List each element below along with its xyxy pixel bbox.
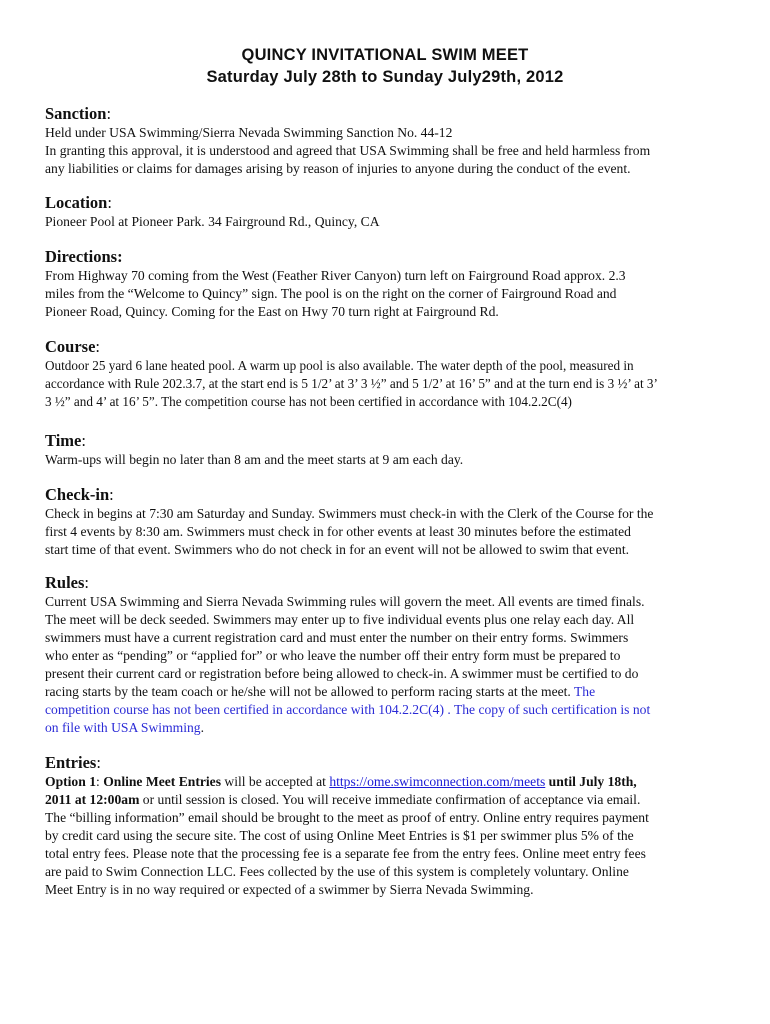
rules-line-6: racing starts by the team coach or he/she will not be allowed to perform racing starts at the meet. The: [45, 684, 596, 699]
checkin-line-1: Check in begins at 7:30 am Saturday and Sunday. Swimmers must check-in with the Clerk of the Course for the: [45, 506, 654, 521]
sanction-line-2: In granting this approval, it is understood and agreed that USA Swimming shall be free and held harmless from: [45, 143, 651, 158]
rules-line-1: Current USA Swimming and Sierra Nevada Swimming rules will govern the meet. All events are timed finals.: [45, 594, 645, 609]
entries-section: [45, 753, 725, 899]
checkin-line-2: first 4 events by 8:30 am. Swimmers must check in for other events at least 30 minutes before the estimated: [45, 524, 631, 539]
directions-line-1: From Highway 70 coming from the West (Feather River Canyon) turn left on Fairground Road approx. 2.3: [45, 268, 626, 283]
sanction-heading: Sanction:: [45, 104, 112, 123]
course-line-2: accordance with Rule 202.3.7, at the start end is 5 1/2’ at 3’ 3 ½” and 5 1/2’ at 16’ 5” and at the turn end is 3 ½’ at 3’: [45, 376, 658, 391]
rules-section: [45, 573, 725, 737]
rules-line-2: The meet will be deck seeded. Swimmers may enter up to five individual events plus one relay each day. All: [45, 612, 635, 627]
rules-line-3: swimmers must have a current registration card and must enter the number on their entry forms. Swimmers: [45, 630, 629, 645]
rules-heading: Rules:: [45, 573, 90, 592]
online-entries-link[interactable]: https://ome.swimconnection.com/meets: [329, 774, 546, 789]
meet-title: QUINCY INVITATIONAL SWIM MEET: [241, 46, 529, 64]
directions-heading: Directions:: [45, 247, 123, 266]
checkin-line-3: start time of that event. Swimmers who do not check in for an event will not be allowed to swim that event.: [45, 542, 630, 557]
directions-line-2: miles from the “Welcome to Quincy” sign. The pool is on the right on the corner of Fairground Road and: [45, 286, 617, 301]
entries-line-7: Meet Entry is in no way required or expected of a swimmer by Sierra Nevada Swimming.: [45, 882, 534, 897]
location-heading: Location:: [45, 193, 112, 212]
course-heading: Course:: [45, 337, 101, 356]
location-line-1: Pioneer Pool at Pioneer Park. 34 Fairground Rd., Quincy, CA: [45, 214, 380, 229]
directions-line-3: Pioneer Road, Quincy. Coming for the East on Hwy 70 turn right at Fairground Rd.: [45, 304, 499, 319]
time-section: [45, 431, 725, 469]
course-line-3: 3 ½” and 4’ at 16’ 5”. The competition course has not been certified in accordance with 104.2.2C(4): [45, 394, 572, 409]
course-section: [45, 337, 725, 411]
entries-line-5: total entry fees. Please note that the processing fee is a separate fee from the entry fees. Online meet entry fees: [45, 846, 646, 861]
entries-heading: Entries:: [45, 753, 101, 772]
rules-line-7: competition course has not been certified in accordance with 104.2.2C(4) . The copy of such certification is not: [45, 702, 651, 717]
time-line-1: Warm-ups will begin no later than 8 am and the meet starts at 9 am each day.: [45, 452, 464, 467]
entries-line-2: 2011 at 12:00am or until session is closed. You will receive immediate confirmation of acceptance via email.: [45, 792, 641, 807]
time-heading: Time:: [45, 431, 86, 450]
sanction-line-3: any liabilities or claims for damages arising by reason of injuries to anyone during the conduct of the event.: [45, 161, 631, 176]
checkin-heading: Check-in:: [45, 485, 114, 504]
rules-blue-note-start: The: [573, 684, 596, 699]
entries-line-4: by credit card using the secure site. The cost of using Online Meet Entries is $1 per swimmer plus 5% of the: [45, 828, 634, 843]
sanction-line-1: Held under USA Swimming/Sierra Nevada Swimming Sanction No. 44-12: [45, 125, 453, 140]
entries-line-1: Option 1: Online Meet Entries will be accepted at https://ome.swimconnection.com/meets until July 18th,: [45, 774, 637, 789]
rules-line-5: present their current card or registration before being allowed to check-in. A swimmer must be certified to do: [45, 666, 639, 681]
sanction-section: [45, 104, 725, 178]
rules-line-4: who enter as “pending” or “applied for” or who leave the number off their entry form must be prepared to: [45, 648, 621, 663]
location-section: [45, 193, 725, 231]
meet-dates: Saturday July 28th to Sunday July29th, 2012: [206, 68, 564, 86]
rules-line-8: on file with USA Swimming.: [45, 720, 204, 735]
checkin-section: [45, 485, 725, 559]
course-line-1: Outdoor 25 yard 6 lane heated pool. A warm up pool is also available. The water depth of the pool, measured in: [45, 358, 634, 373]
entries-line-3: The “billing information” email should be brought to the meet as proof of entry. Online entry requires payment: [45, 810, 649, 825]
directions-section: [45, 247, 725, 321]
entries-line-6: are paid to Swim Connection LLC. Fees collected by the use of this system is completely voluntary. Online: [45, 864, 629, 879]
